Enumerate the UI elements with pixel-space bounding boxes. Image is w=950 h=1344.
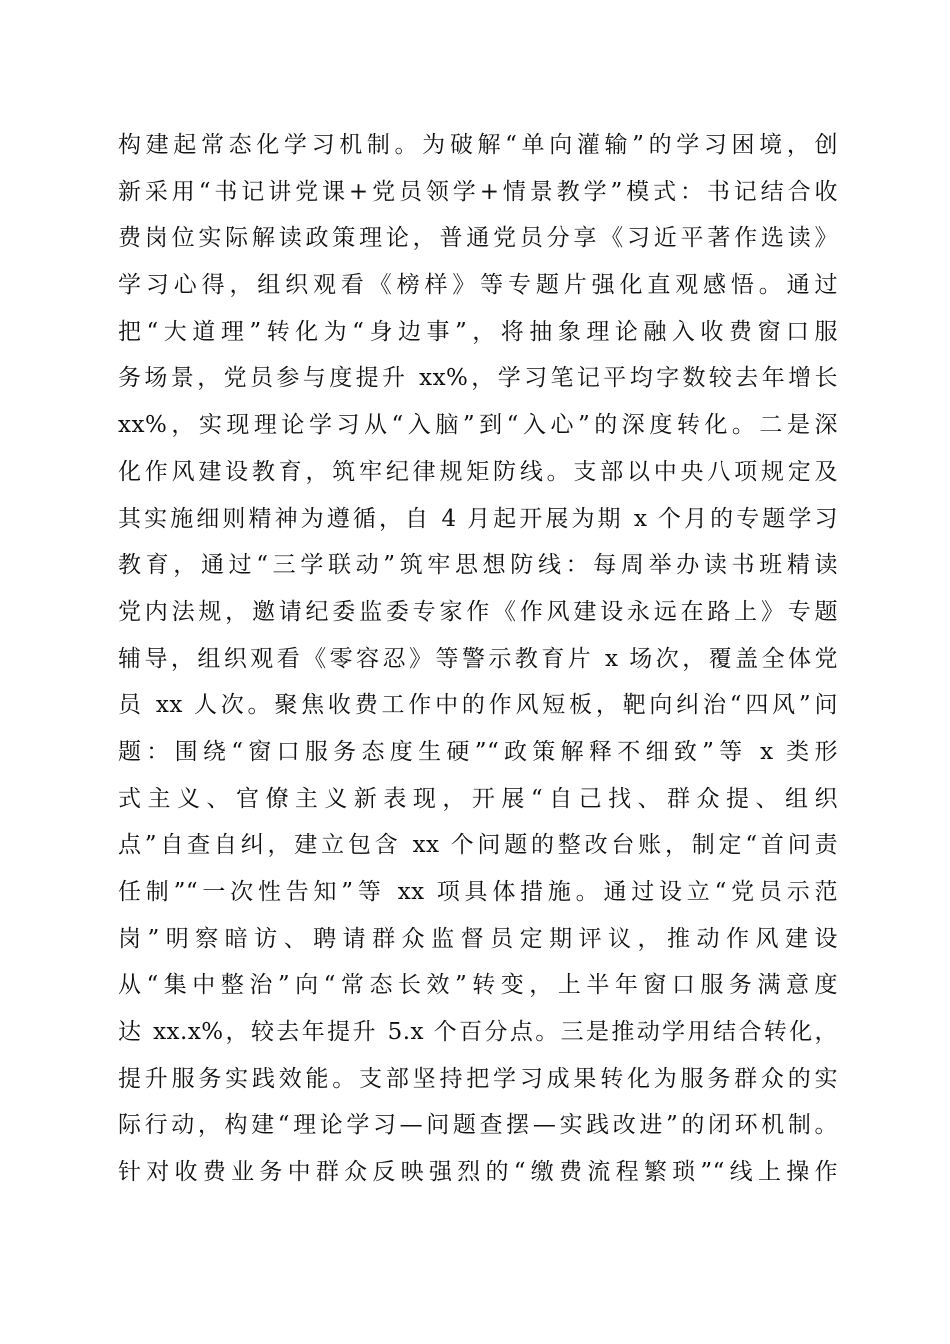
text-line-3: 费岗位实际解读政策理论，普通党员分享《习近平著作选读》 — [118, 225, 838, 252]
text-line-10: 教育，通过“三学联动”筑牢思想防线：每周举办读书班精读 — [118, 552, 838, 579]
text-line-12: 辅导，组织观看《零容忍》等警示教育片 x 场次，覆盖全体党 — [118, 645, 838, 672]
text-line-19: 从“集中整治”向“常态长效”转变，上半年窗口服务满意度 — [118, 972, 838, 999]
text-line-8: 化作风建设教育，筑牢纪律规矩防线。支部以中央八项规定及 — [118, 458, 838, 485]
text-line-20: 达 xx.x%，较去年提升 5.x 个百分点。三是推动学用结合转化， — [118, 1019, 838, 1046]
text-line-23: 针对收费业务中群众反映强烈的“缴费流程繁琐”“线上操作 — [118, 1159, 838, 1186]
text-line-11: 党内法规，邀请纪委监委专家作《作风建设永远在路上》专题 — [118, 598, 838, 625]
body-paragraph — [118, 122, 838, 1196]
text-line-16: 点”自查自纠，建立包含 xx 个问题的整改台账，制定“首问责 — [118, 832, 838, 859]
text-line-9: 其实施细则精神为遵循，自 4 月起开展为期 x 个月的专题学习 — [118, 505, 838, 532]
text-line-4: 学习心得，组织观看《榜样》等专题片强化直观感悟。通过 — [118, 272, 838, 299]
text-line-17: 任制”“一次性告知”等 xx 项具体措施。通过设立“党员示范 — [118, 879, 838, 905]
text-line-14: 题：围绕“窗口服务态度生硬”“政策解释不细致”等 x 类形 — [118, 738, 838, 765]
text-line-15: 式主义、官僚主义新表现，开展“自己找、群众提、组织 — [118, 785, 838, 812]
text-line-5: 把“大道理”转化为“身边事”，将抽象理论融入收费窗口服 — [118, 318, 838, 345]
text-line-13: 员 xx 人次。聚焦收费工作中的作风短板，靶向纠治“四风”问 — [118, 692, 838, 719]
text-line-22: 际行动，构建“理论学习—问题查摆—实践改进”的闭环机制。 — [118, 1112, 838, 1139]
text-line-6: 务场景，党员参与度提升 xx%，学习笔记平均字数较去年增长 — [118, 365, 838, 392]
text-line-18: 岗”明察暗访、聘请群众监督员定期评议，推动作风建设 — [118, 925, 838, 952]
text-line-2: 新采用“书记讲党课+党员领学+情景教学”模式：书记结合收 — [118, 178, 838, 205]
text-line-7: xx%，实现理论学习从“入脑”到“入心”的深度转化。二是深 — [118, 412, 838, 439]
text-line-21: 提升服务实践效能。支部坚持把学习成果转化为服务群众的实 — [118, 1065, 838, 1092]
text-line-1: 构建起常态化学习机制。为破解“单向灌输”的学习困境，创 — [118, 132, 838, 158]
